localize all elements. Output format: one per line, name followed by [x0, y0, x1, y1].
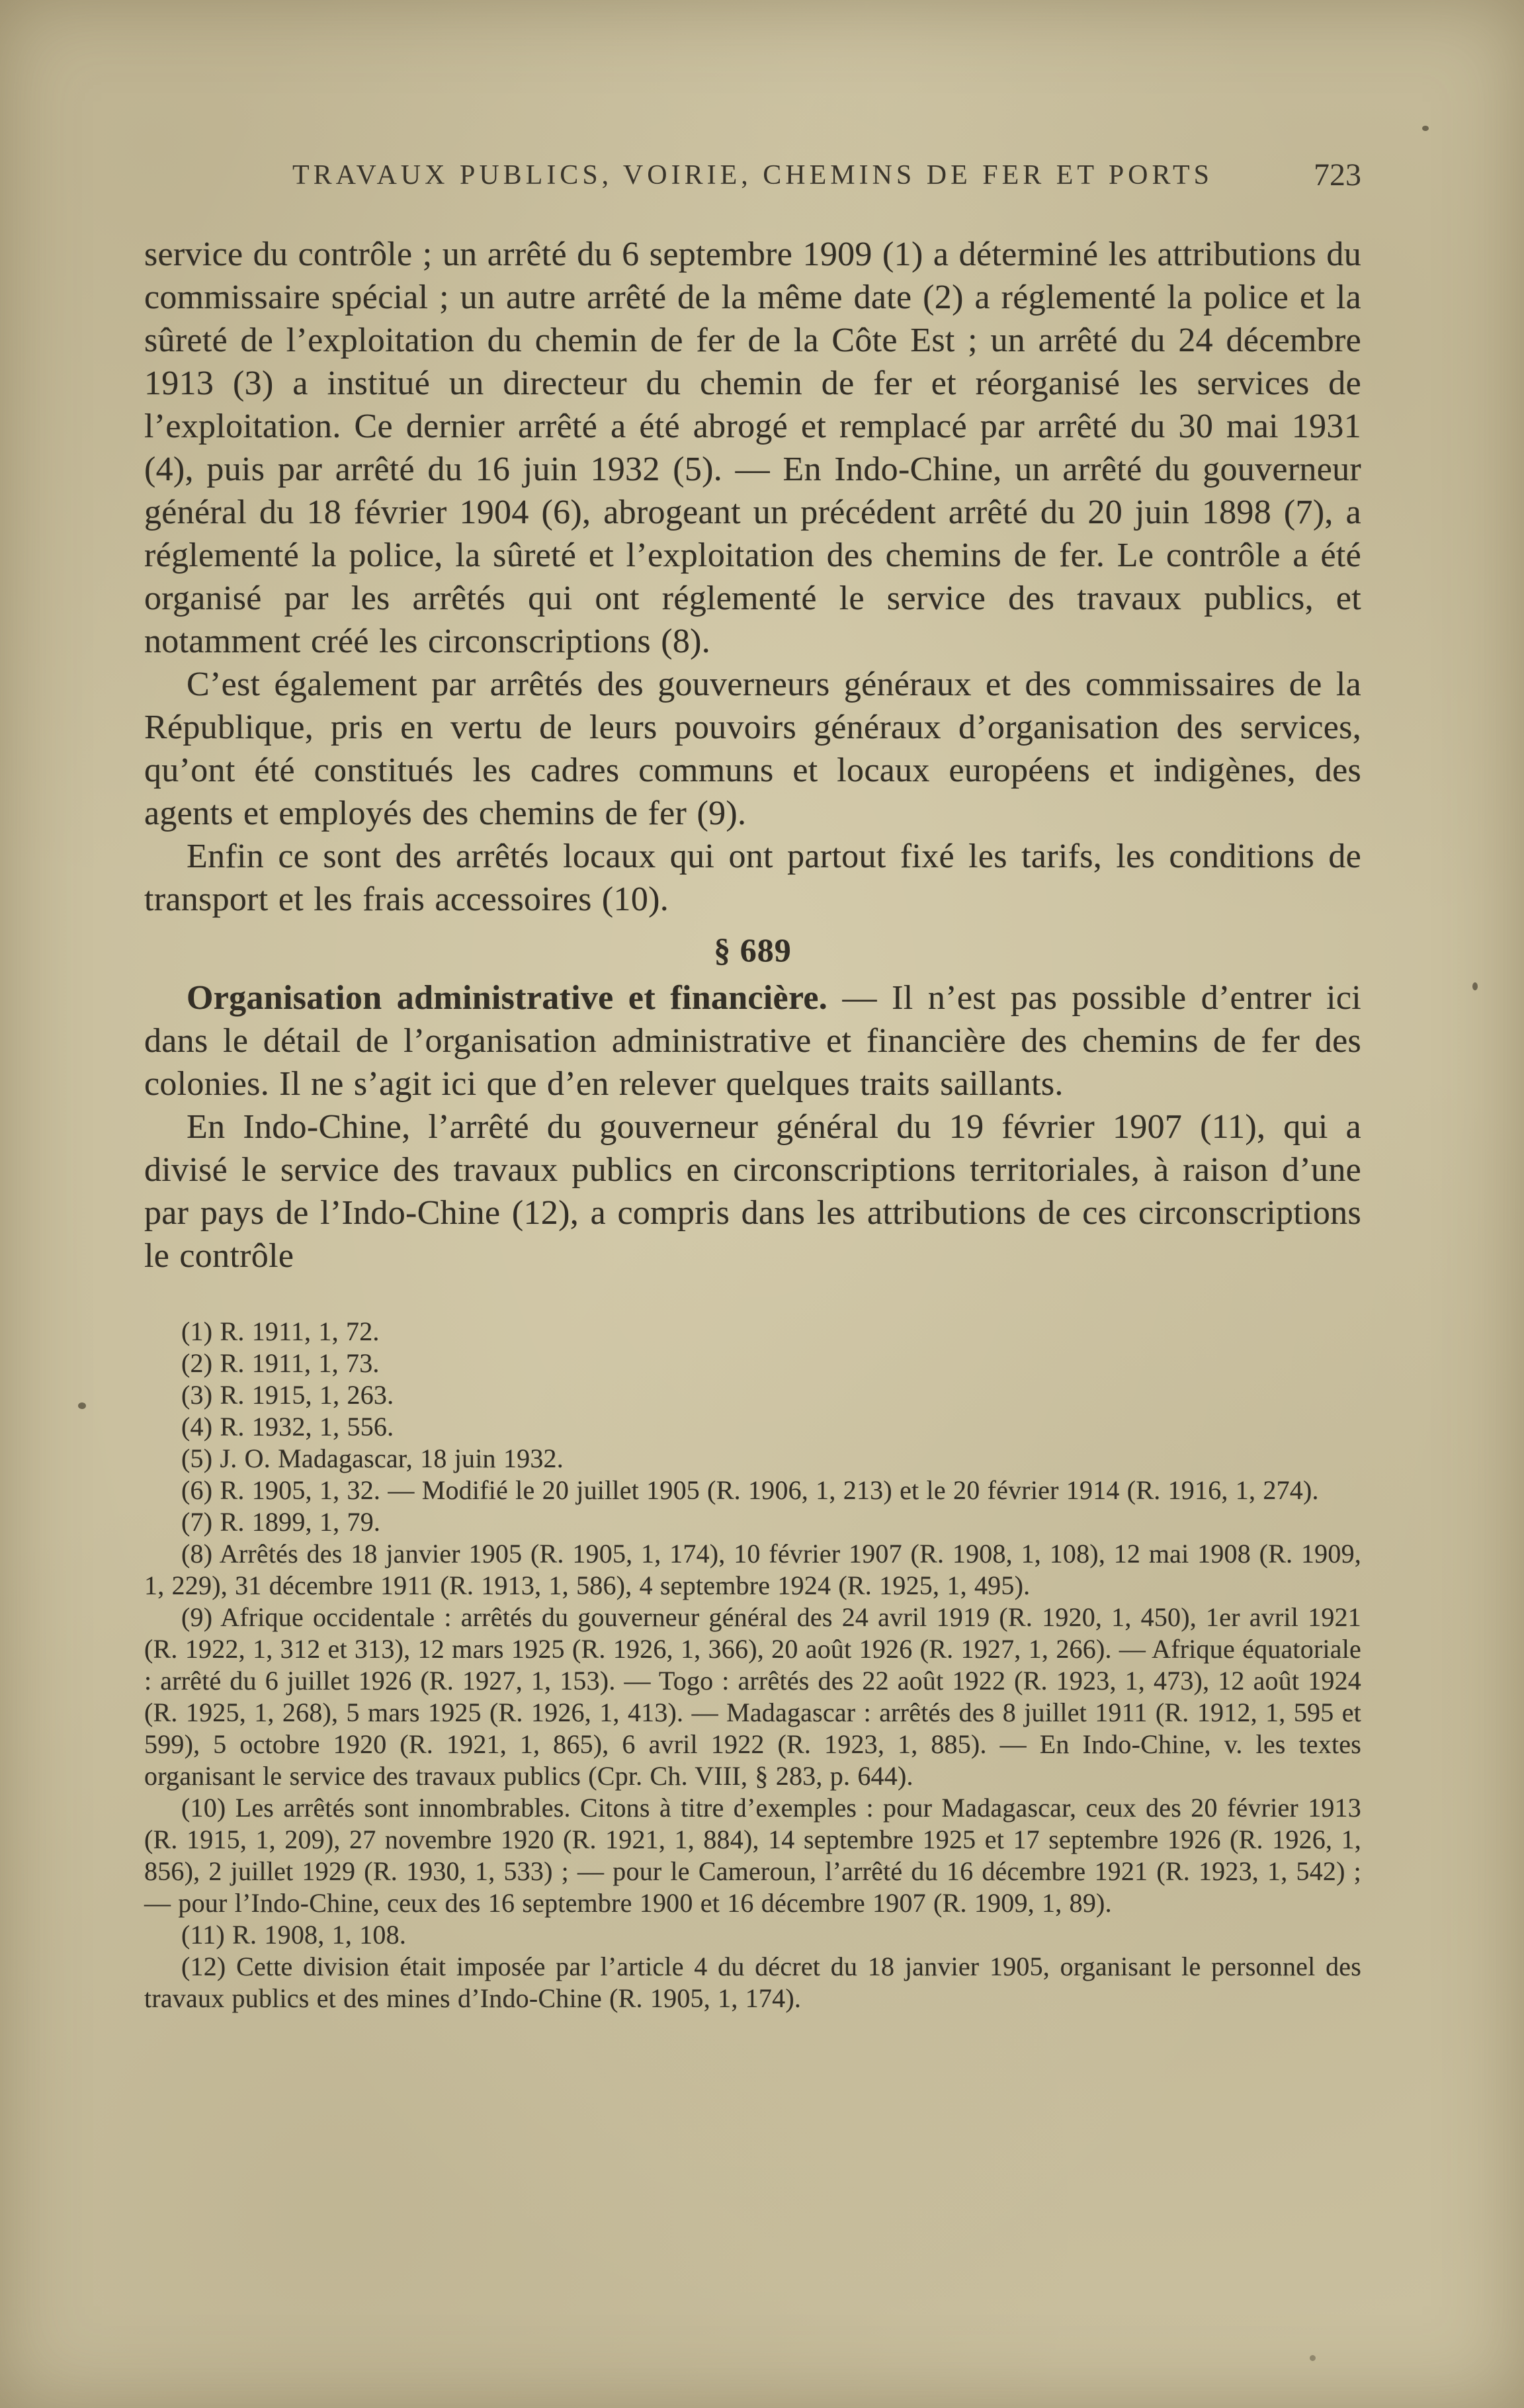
body-paragraph	[144, 976, 1361, 1105]
footnote: (9) Afrique occidentale : arrêtés du gouverneur général des 24 avril 1919 (R. 1920, 1, 450), 1er avril 1921 (R. 1922, 1, 312 et 313), 12 mars 1925 (R. 1926, 1, 366), 20 août 1926 (R. 1927, 1, 266). — Afrique équatoriale : arrêté du 6 juillet 1926 (R. 1927, 1, 153). — Togo : arrêtés des 22 août 1922 (R. 1923, 1, 473), 12 août 1924 (R. 1925, 1, 268), 5 mars 1925 (R. 1926, 1, 413). — Madagascar : arrêtés des 8 juillet 1911 (R. 1912, 1, 595 et 599), 5 octobre 1920 (R. 1921, 1, 865), 6 avril 1922 (R. 1923, 1, 885). — En Indo-Chine, v. les textes organisant le service des travaux publics (Cpr. Ch. VIII, § 283, p. 644).	[144, 1602, 1361, 1791]
page-header	[144, 159, 1361, 192]
ink-speck	[1310, 2355, 1316, 2361]
body-paragraph: Enfin ce sont des arrêtés locaux qui ont partout fixé les tarifs, les conditions de transport et les frais accessoires (10).	[144, 838, 1361, 918]
paragraph-text: — Il n’est pas possible d’entrer ici dans le détail de l’organisation administrative et financière des chemins de fer des colonies. Il ne s’agit ici que d’en relever quelques traits saillants.	[144, 979, 1361, 1103]
footnote: (11) R. 1908, 1, 108.	[181, 1920, 407, 1950]
ink-speck	[1472, 982, 1478, 990]
text-block	[144, 159, 1361, 2014]
body-paragraph: service du contrôle ; un arrêté du 6 septembre 1909 (1) a déterminé les attributions du commissaire spécial ; un autre arrêté de la même date (2) a réglementé la police et la sûreté de l’exploitation du chemin de fer de la Côte Est ; un arrêté du 24 décembre 1913 (3) a institué un directeur du chemin de fer et réorganisé les services de l’exploitation. Ce dernier arrêté a été abrogé et remplacé par arrêté du 30 mai 1931 (4), puis par arrêté du 16 juin 1932 (5). — En Indo-Chine, un arrêté du gouverneur général du 18 février 1904 (6), abrogeant un précédent arrêté du 20 juin 1898 (7), a réglementé la police, la sûreté et l’exploitation des chemins de fer. Le contrôle a été organisé par les arrêtés qui ont réglementé le service des travaux publics, et notamment créé les circonscriptions (8).	[144, 236, 1361, 660]
paragraph-lead: Organisation administrative et financière.	[187, 979, 828, 1017]
footnote: (7) R. 1899, 1, 79.	[181, 1507, 381, 1537]
section-heading: § 689	[714, 931, 792, 968]
footnote: (5) J. O. Madagascar, 18 juin 1932.	[181, 1443, 564, 1473]
footnote: (10) Les arrêtés sont innombrables. Citons à titre d’exemples : pour Madagascar, ceux des 20 février 1913 (R. 1915, 1, 209), 27 novembre 1920 (R. 1921, 1, 884), 14 septembre 1925 et 17 septembre 1926 (R. 1926, 1, 856), 2 juillet 1929 (R. 1930, 1, 533) ; — pour le Cameroun, l’arrêté du 16 décembre 1921 (R. 1923, 1, 542) ; — pour l’Indo-Chine, ceux des 16 septembre 1900 et 16 décembre 1907 (R. 1909, 1, 89).	[144, 1793, 1361, 1918]
footnote: (12) Cette division était imposée par l’article 4 du décret du 18 janvier 1905, organisant le personnel des travaux publics et des mines d’Indo-Chine (R. 1905, 1, 174).	[144, 1952, 1361, 2013]
footnote: (1) R. 1911, 1, 72.	[181, 1316, 380, 1346]
page-body	[144, 233, 1361, 2014]
footnote: (8) Arrêtés des 18 janvier 1905 (R. 1905, 1, 174), 10 février 1907 (R. 1908, 1, 108), 12 mai 1908 (R. 1909, 1, 229), 31 décembre 1911 (R. 1913, 1, 586), 4 septembre 1924 (R. 1925, 1, 495).	[144, 1539, 1361, 1600]
ink-speck	[78, 1402, 86, 1409]
footnote: (3) R. 1915, 1, 263.	[181, 1380, 394, 1410]
body-paragraph: C’est également par arrêtés des gouverneurs généraux et des commissaires de la République, pris en vertu de leurs pouvoirs généraux d’organisation des services, qu’ont été constitués les cadres communs et locaux européens et indigènes, des agents et employés des chemins de fer (9).	[144, 666, 1361, 832]
body-paragraph: En Indo-Chine, l’arrêté du gouverneur général du 19 février 1907 (11), qui a divisé le service des travaux publics en circonscriptions territoriales, à raison d’une par pays de l’Indo-Chine (12), a compris dans les attributions de ces circonscriptions le contrôle	[144, 1108, 1361, 1275]
footnotes-section	[144, 1316, 1361, 2014]
footnote: (4) R. 1932, 1, 556.	[181, 1412, 394, 1441]
ink-speck	[1422, 126, 1429, 131]
running-title: TRAVAUX PUBLICS, VOIRIE, CHEMINS DE FER ET PORTS	[292, 160, 1214, 191]
page-number: 723	[1314, 157, 1361, 193]
footnote: (2) R. 1911, 1, 73.	[181, 1348, 380, 1378]
footnote: (6) R. 1905, 1, 32. — Modifié le 20 juillet 1905 (R. 1906, 1, 213) et le 20 février 1914 (R. 1916, 1, 274).	[181, 1475, 1319, 1505]
